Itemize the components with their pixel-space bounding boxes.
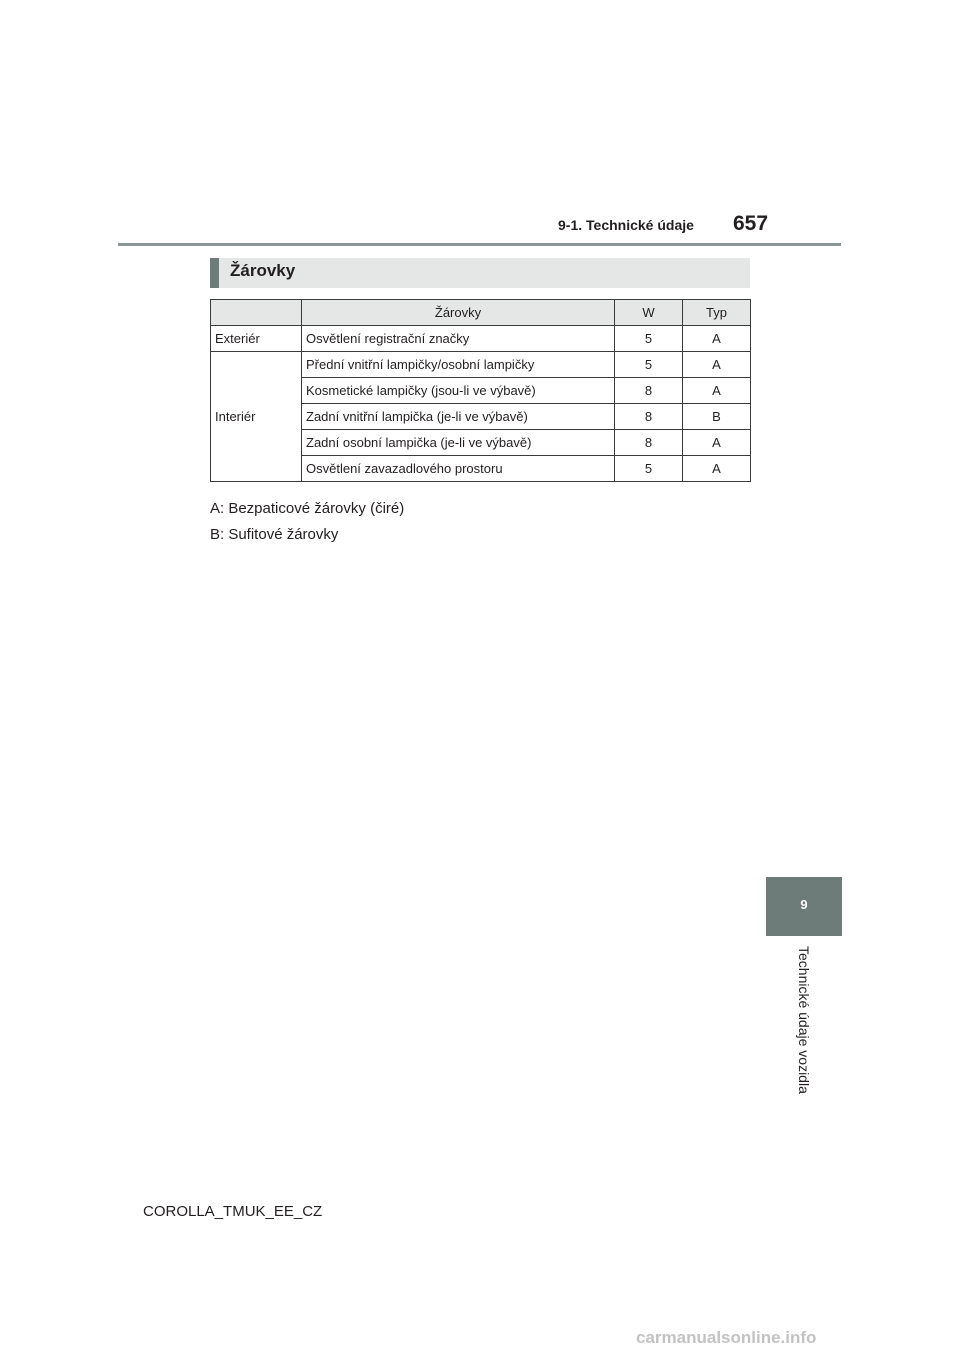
bulb-table	[210, 299, 751, 482]
watt-cell: 8	[615, 430, 683, 456]
watt-cell: 5	[615, 352, 683, 378]
chapter-tab	[766, 877, 842, 936]
watermark: carmanualsonline.info	[636, 1328, 817, 1347]
table-row	[211, 326, 751, 352]
watt-cell: 5	[615, 326, 683, 352]
group-cell-interior: Interiér	[211, 352, 302, 482]
watt-cell: 8	[615, 404, 683, 430]
bulb-name-cell: Přední vnitřní lampičky/osobní lampičky	[302, 352, 615, 378]
table-header-row	[211, 300, 751, 326]
header-divider	[118, 243, 841, 246]
page-number: 657	[733, 212, 769, 235]
bulb-name-cell: Kosmetické lampičky (jsou-li ve výbavě)	[302, 378, 615, 404]
chapter-side-label: Technické údaje vozidla	[796, 946, 812, 1094]
note-type-a: A: Bezpaticové žárovky (čiré)	[210, 500, 405, 517]
note-type-b: B: Sufitové žárovky	[210, 526, 339, 543]
bulb-name-cell: Zadní vnitřní lampička (je-li ve výbavě)	[302, 404, 615, 430]
chapter-number: 9	[800, 897, 808, 912]
type-cell: A	[683, 430, 751, 456]
section-heading-bar	[210, 258, 750, 288]
bulb-name-cell: Zadní osobní lampička (je-li ve výbavě)	[302, 430, 615, 456]
watt-cell: 5	[615, 456, 683, 482]
bulb-name-cell: Osvětlení zavazadlového prostoru	[302, 456, 615, 482]
column-header-group	[211, 300, 302, 326]
column-header-watts: W	[615, 300, 683, 326]
type-cell: A	[683, 326, 751, 352]
document-code: COROLLA_TMUK_EE_CZ	[143, 1203, 323, 1220]
section-title: Žárovky	[230, 261, 296, 280]
type-cell: A	[683, 352, 751, 378]
type-cell: A	[683, 378, 751, 404]
type-cell: A	[683, 456, 751, 482]
group-cell-exterior: Exteriér	[211, 326, 302, 352]
table-notes	[210, 500, 404, 552]
bulb-name-cell: Osvětlení registrační značky	[302, 326, 615, 352]
watt-cell: 8	[615, 378, 683, 404]
column-header-bulbs: Žárovky	[302, 300, 615, 326]
column-header-type: Typ	[683, 300, 751, 326]
table-row	[211, 352, 751, 378]
section-header: 9-1. Technické údaje	[558, 217, 694, 233]
type-cell: B	[683, 404, 751, 430]
